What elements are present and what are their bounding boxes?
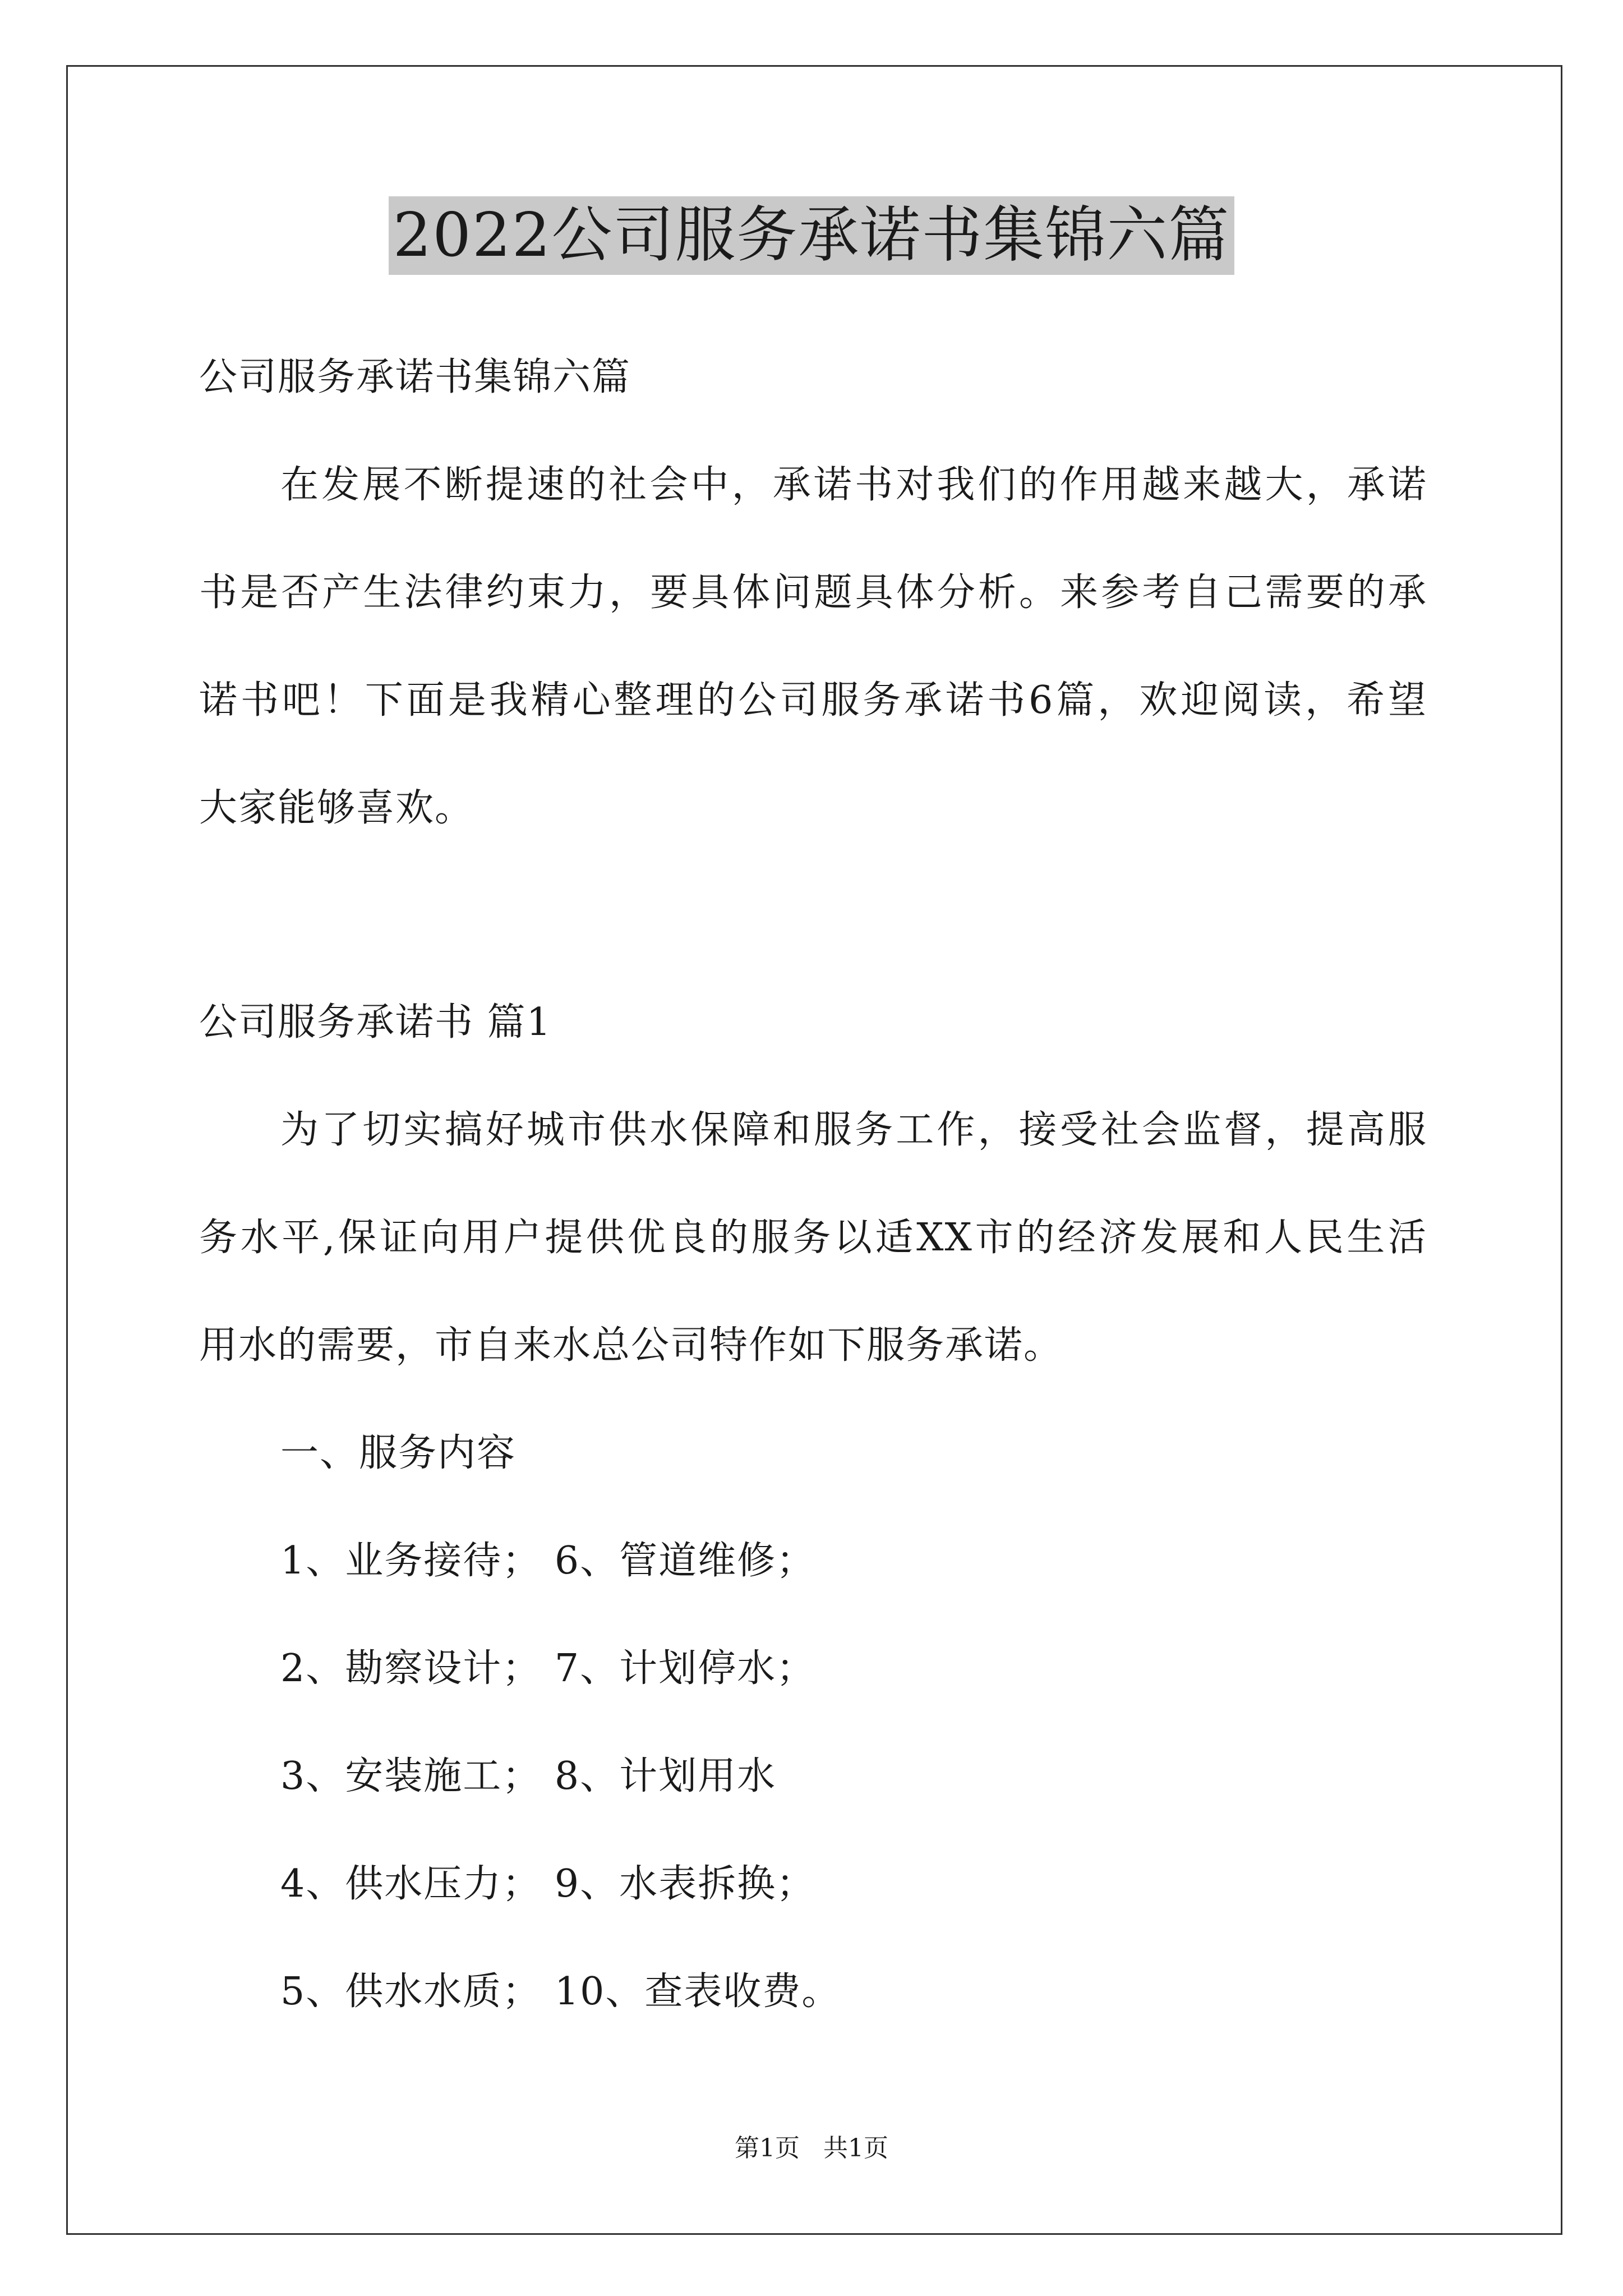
- intro-line-1: 在发展不断提速的社会中，承诺书对我们的作用越来越大，承诺: [280, 463, 1427, 507]
- intro-line-4: 大家能够喜欢。: [199, 786, 474, 830]
- section-subheading: 一、服务内容: [280, 1431, 517, 1475]
- list-item: 5、供水水质； 10、查表收费。: [280, 1970, 841, 2014]
- list-item: 3、安装施工； 8、计划用水: [280, 1754, 777, 1798]
- page-footer: [0, 2132, 1623, 2165]
- list-item: 4、供水压力； 9、水表拆换；: [280, 1862, 816, 1906]
- intro-line-2: 书是否产生法律约束力，要具体问题具体分析。来参考自己需要的承: [199, 570, 1427, 615]
- list-item: 2、勘察设计； 7、计划停水；: [280, 1646, 816, 1691]
- page-total: 共1页: [823, 2134, 888, 2162]
- list-item: 1、业务接待； 6、管道维修；: [280, 1539, 816, 1583]
- intro-line-3: 诺书吧！下面是我精心整理的公司服务承诺书6篇，欢迎阅读，希望: [199, 678, 1427, 723]
- page-number: 第1页: [735, 2134, 800, 2162]
- document-title: 2022公司服务承诺书集锦六篇: [389, 196, 1235, 275]
- section-heading: 公司服务承诺书 篇1: [199, 1000, 552, 1045]
- document-subtitle: 公司服务承诺书集锦六篇: [199, 355, 631, 399]
- section-paragraph-line-2: 务水平,保证向用户提供优良的服务以适XX市的经济发展和人民生活: [199, 1216, 1427, 1260]
- section-paragraph-line-3: 用水的需要，市自来水总公司特作如下服务承诺。: [199, 1323, 1063, 1368]
- title-container: [0, 196, 1623, 275]
- section-paragraph-line-1: 为了切实搞好城市供水保障和服务工作，接受社会监督，提高服: [280, 1108, 1427, 1152]
